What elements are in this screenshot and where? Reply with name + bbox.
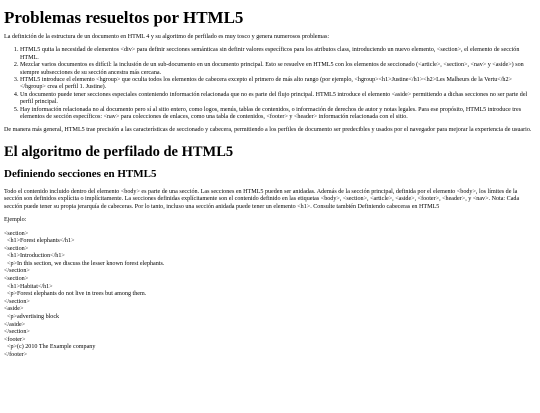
page-title: Problemas resueltos por HTML5 [4, 8, 244, 27]
sections-heading: Definiendo secciones en HTML5 [4, 167, 157, 180]
problems-list [4, 47, 536, 121]
sections-paragraph: Todo el contenido incluido dentro del elemento <body> es parte de una sección. Las secciones en HTML5 pueden ser anidadas. Además de la sección principal, definida por el elemento <body>, los límites de la sección son definidos explícita o implícitamente. La secciones definidas explícitamente son el contenido definido en las etiquetas <body>, <section>, <article>, <aside>, <footer>, <header>, y <nav>. Nota: Cada sección puede tener su propia jerarquía de cabeceras. Por lo tanto, incluso una sección anidada puede tener un elemento <h1>. Consulte también Definiendo cabeceras en HTML5 [4, 188, 520, 210]
intro-paragraph: La definición de la estructura de un documento en HTML 4 y su algoritmo de perfilado es muy tosco y genera numerosos problemas: [4, 34, 330, 40]
algorithm-heading: El algoritmo de perfilado de HTML5 [4, 143, 234, 160]
list-item: 3. HTML5 introduce el elemento <hgroup> que oculta todos los elementos de cabecera excepto el primero de más alto rango (por ejemplo, <hgroup><h1>Justine</h1><h2>Les Malheurs de la Vertu</h2></hgroup> crea el perfil 1. Justine). [20, 77, 536, 92]
list-item: 1. HTML5 quita la necesidad de elementos <div> para definir secciones semánticas sin definir valores específicos para los atributos class, introduciendo un nuevo elemento, <section>, el elemento de sección HTML. [20, 47, 536, 62]
list-item: 4. Un documento puede tener secciones especiales conteniendo información relacionada que no es parte del flujo principal. HTML5 introduce el elemento <aside> permitiendo a dichas secciones no ser parte del perfil principal. [20, 92, 536, 107]
summary-paragraph: De manera más general, HTML5 trae precisión a las características de seccionado y cabecera, permitiendo a los perfiles de documento ser predecibles y usados por el navegador para mejorar la experiencia de usuario. [4, 127, 532, 134]
list-item: 2. Mezclar varios documentos es difícil: la inclusión de un sub-documento en un documento principal. Esto se resuelve en HTML5 con los elementos de seccionado (<article>, <section>, <nav> y <aside>) son siempre subsecciones de su sección ancestra más cercana. [20, 62, 536, 77]
example-label: Ejemplo: [4, 217, 27, 224]
document-page [0, 8, 540, 360]
list-item: 5. Hay información relacionada no al documento pero sí al sitio entero, como logos, menús, tablas de contenidos, o información de derechos de autor y notas legales. Para ese propósito, HTML5 introduce tres elementos de sección específicos: <nav> para colecciones de enlaces, como una tabla de contenidos, <footer> y <header> información relacionada con el sitio. [20, 107, 536, 122]
code-example: <section> <h1>Forest elephants</h1> <section> <h1>Introduction</h1> <p>In this section, we discuss the lesser known forest elephants. </section> <section> <h1>Habitat</h1> <p>Forest elephants do not live in trees but among them. </section> <aside> <p>advertising block </aside> </section> <footer> <p>(c) 2010 The Example company </footer> [4, 230, 165, 358]
